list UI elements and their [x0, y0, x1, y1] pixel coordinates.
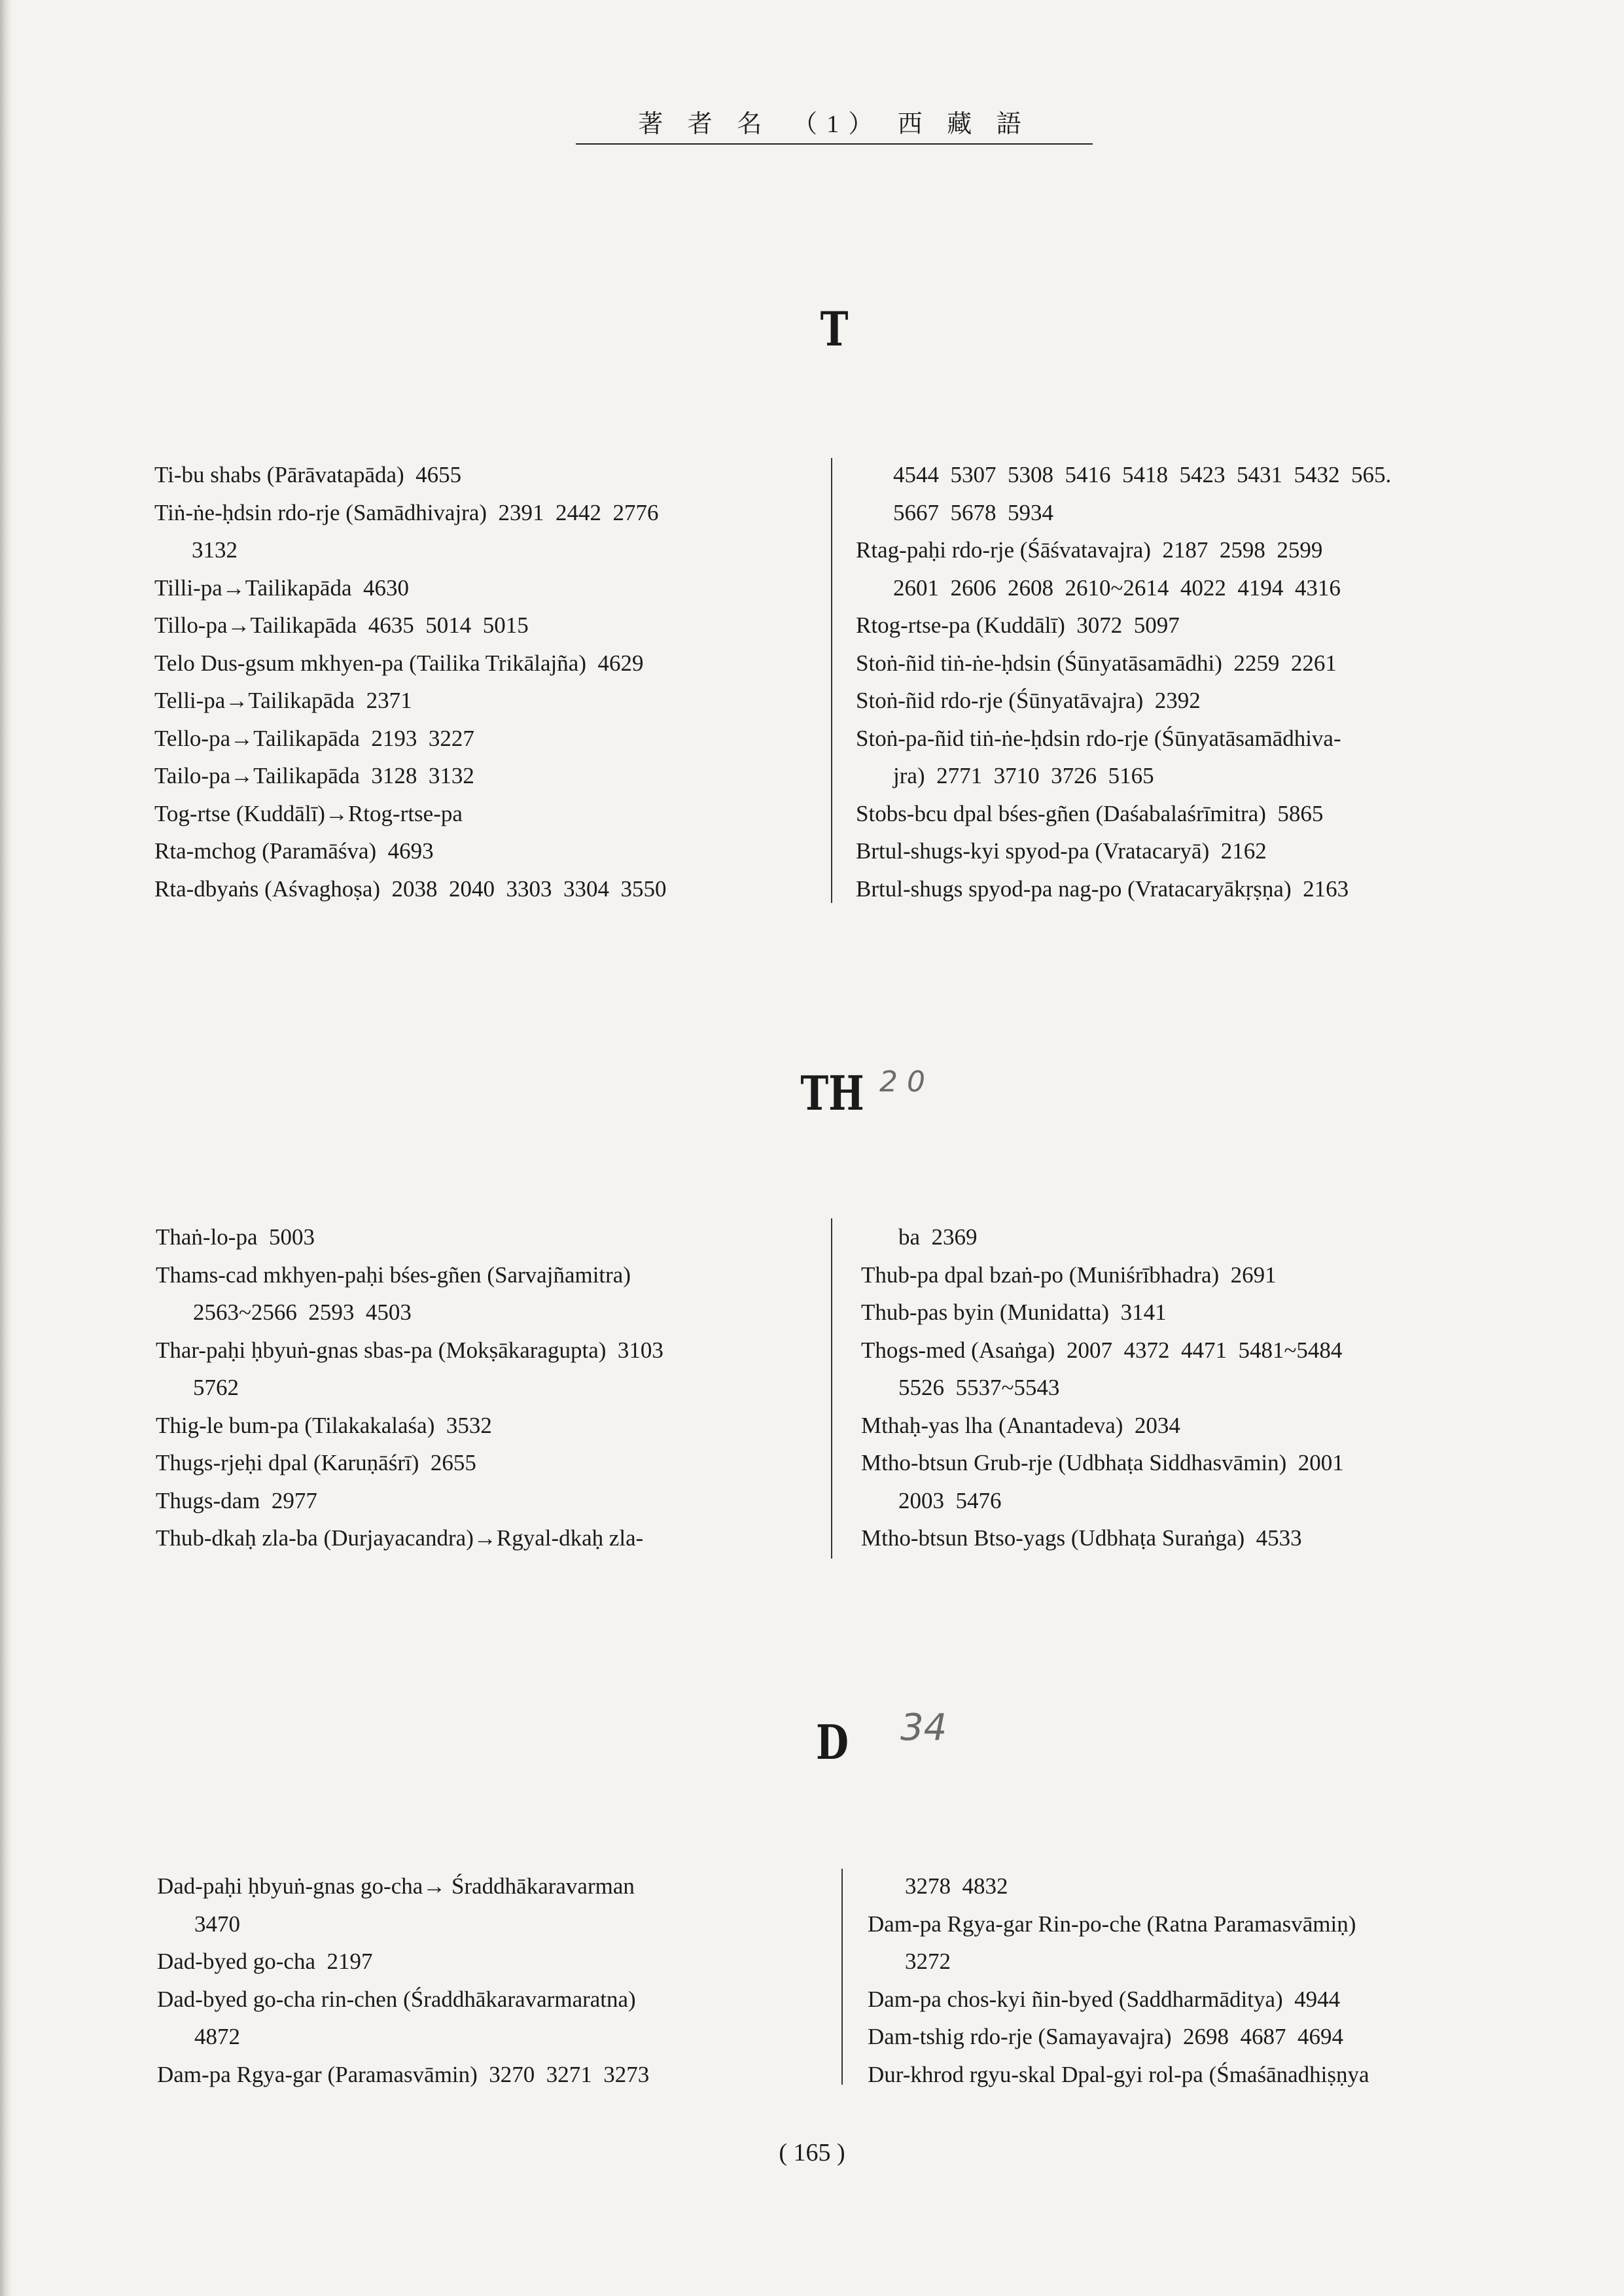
index-entry-continuation — [157, 1905, 838, 1943]
index-entry-text: 5667 5678 5934 — [893, 499, 1053, 525]
index-entry-continuation — [861, 1369, 1515, 1407]
index-entry-text: Rta-mchog (Paramāśva) 4693 — [154, 838, 434, 864]
section-t-right-column — [856, 456, 1510, 908]
index-entry-continuation — [861, 1218, 1515, 1256]
index-entry-text: 5526 5537~5543 — [898, 1375, 1060, 1400]
running-header: 著 者 名 （1） 西 藏 語 — [576, 103, 1093, 145]
index-entry-text: Thogs-med (Asaṅga) 2007 4372 4471 5481~5484 — [861, 1337, 1343, 1363]
index-entry-text: Mtho-btsun Grub-rje (Udbhaṭa Siddhasvāmin) 2001 — [861, 1450, 1344, 1475]
index-entry — [154, 757, 835, 795]
index-entry-text: Thar-paḥi ḥbyuṅ-gnas sbas-pa (Mokṣākaragupta) 3103 — [156, 1337, 663, 1363]
index-entry-text: 3272 — [905, 1949, 951, 1974]
index-entry — [861, 1519, 1515, 1557]
index-entry — [856, 682, 1510, 720]
index-entry — [868, 2018, 1522, 2056]
index-entry-text: 3278 4832 — [905, 1873, 1008, 1899]
index-entry — [157, 1981, 838, 2019]
index-entry-text: Telli-pa→Tailikapāda 2371 — [154, 688, 412, 713]
index-entry — [154, 645, 835, 682]
index-entry-text: Mtho-btsun Btso-yags (Udbhaṭa Suraṅga) 4533 — [861, 1525, 1302, 1551]
index-entry — [154, 456, 835, 494]
index-entry-text: Thugs-dam 2977 — [156, 1487, 317, 1513]
index-entry — [154, 607, 835, 645]
index-entry — [856, 795, 1510, 833]
index-entry-text: Thub-dkaḥ zla-ba (Durjayacandra)→Rgyal-dkaḥ zla- — [156, 1525, 644, 1551]
index-entry-text: Thaṅ-lo-pa 5003 — [156, 1224, 315, 1250]
index-entry-text: Dam-pa Rgya-gar (Paramasvāmin) 3270 3271 3273 — [157, 2061, 650, 2087]
index-entry — [868, 1981, 1522, 2019]
index-entry — [154, 870, 835, 908]
page-number: ( 165 ) — [779, 2139, 845, 2166]
index-entry — [156, 1332, 836, 1369]
index-entry-text: Thub-pa dpal bzaṅ-po (Muniśrībhadra) 2691 — [861, 1262, 1277, 1288]
column-divider — [841, 1869, 843, 2085]
section-heading-d: D — [816, 1714, 849, 1770]
pencil-annotation: 34 — [900, 1706, 947, 1749]
index-entry — [861, 1294, 1515, 1332]
index-entry-text: Rtog-rtse-pa (Kuddālī) 3072 5097 — [856, 612, 1180, 638]
index-entry-text: Telo Dus-gsum mkhyen-pa (Tailika Trikālajña) 4629 — [154, 650, 644, 676]
index-entry-text: Brtul-shugs spyod-pa nag-po (Vratacaryākṛṣṇa) 2163 — [856, 875, 1349, 902]
index-entry-text: Mthaḥ-yas lha (Anantadeva) 2034 — [861, 1412, 1180, 1438]
section-heading-th: TH — [800, 1065, 864, 1121]
index-entry — [856, 720, 1510, 758]
index-entry — [861, 1444, 1515, 1482]
section-th-right-column — [861, 1218, 1515, 1557]
index-entry-text: Dam-tshig rdo-rje (Samayavajra) 2698 4687 4694 — [868, 2024, 1344, 2049]
index-entry — [157, 2056, 838, 2094]
index-entry-text: 2601 2606 2608 2610~2614 4022 4194 4316 — [893, 574, 1341, 601]
index-entry-text: Rtag-paḥi rdo-rje (Śāśvatavajra) 2187 2598 2599 — [856, 537, 1323, 563]
index-entry — [154, 494, 835, 532]
index-entry-continuation — [154, 531, 835, 569]
index-entry-text: Tello-pa→Tailikapāda 2193 3227 — [154, 725, 474, 751]
index-entry-text: Dam-pa chos-kyi ñin-byed (Saddharmāditya) 4944 — [868, 1986, 1341, 2012]
pencil-annotation: 2 0 — [879, 1065, 925, 1099]
index-entry — [856, 531, 1510, 569]
section-d-right-column — [868, 1867, 1522, 2093]
index-entry — [856, 607, 1510, 645]
index-entry-text: jra) 2771 3710 3726 5165 — [893, 763, 1154, 788]
index-entry-text: Thig-le bum-pa (Tilakakalaśa) 3532 — [156, 1412, 492, 1438]
section-d-left-column — [157, 1867, 838, 2093]
index-entry — [868, 2056, 1522, 2094]
index-entry-text: Thub-pas byin (Munidatta) 3141 — [861, 1299, 1167, 1325]
index-entry-text: 4872 — [194, 2024, 240, 2049]
index-entry-text: Dur-khrod rgyu-skal Dpal-gyi rol-pa (Śmaśānadhiṣṇya — [868, 2061, 1369, 2087]
index-entry — [154, 832, 835, 870]
index-entry-text: 4544 5307 5308 5416 5418 5423 5431 5432 565. — [893, 462, 1392, 487]
index-entry-text: 2003 5476 — [898, 1487, 1002, 1513]
index-entry-continuation — [861, 1482, 1515, 1520]
index-entry-text: Tiṅ-ṅe-ḥdsin rdo-rje (Samādhivajra) 2391 2442 2776 — [154, 499, 659, 525]
column-divider — [831, 1218, 832, 1559]
index-entry — [156, 1519, 836, 1557]
index-entry-text: Brtul-shugs-kyi spyod-pa (Vratacaryā) 2162 — [856, 838, 1267, 864]
index-entry — [856, 832, 1510, 870]
index-entry-text: Dad-byed go-cha 2197 — [157, 1949, 373, 1974]
index-entry-continuation — [156, 1369, 836, 1407]
column-divider — [831, 458, 832, 903]
index-entry-continuation — [157, 2018, 838, 2056]
index-entry-continuation — [856, 757, 1510, 795]
index-entry-text: Tailo-pa→Tailikapāda 3128 3132 — [154, 763, 474, 788]
index-entry-continuation — [856, 494, 1510, 532]
index-entry-text: Stoṅ-ñid rdo-rje (Śūnyatāvajra) 2392 — [856, 688, 1201, 713]
index-entry-text: Rta-dbyaṅs (Aśvaghoṣa) 2038 2040 3303 3304 3550 — [154, 875, 667, 902]
index-entry — [156, 1482, 836, 1520]
index-entry-text: Thugs-rjeḥi dpal (Karuṇāśrī) 2655 — [156, 1450, 476, 1475]
index-entry — [157, 1943, 838, 1981]
index-entry-text: Stoṅ-ñid tiṅ-ṅe-ḥdsin (Śūnyatāsamādhi) 2259 2261 — [856, 650, 1337, 676]
index-entry-continuation — [856, 456, 1510, 494]
index-entry — [157, 1867, 838, 1905]
section-t-left-column — [154, 456, 835, 908]
index-entry-text: Dam-pa Rgya-gar Rin-po-che (Ratna Paramasvāmiṇ) — [868, 1911, 1356, 1937]
index-entry-text: Stoṅ-pa-ñid tiṅ-ṅe-ḥdsin rdo-rje (Śūnyatāsamādhiva- — [856, 725, 1341, 751]
index-entry-continuation — [868, 1943, 1522, 1981]
index-entry — [156, 1444, 836, 1482]
index-entry — [154, 569, 835, 607]
index-entry-text: 5762 — [193, 1375, 239, 1400]
index-entry — [861, 1407, 1515, 1445]
index-entry-text: Dad-paḥi ḥbyuṅ-gnas go-cha→ Śraddhākaravarman — [157, 1873, 635, 1899]
index-entry — [156, 1256, 836, 1294]
index-entry-text: Dad-byed go-cha rin-chen (Śraddhākaravarmaratna) — [157, 1986, 636, 2012]
section-th-left-column — [156, 1218, 836, 1557]
index-entry — [856, 870, 1510, 908]
index-entry-continuation — [856, 569, 1510, 607]
index-entry — [856, 645, 1510, 682]
index-entry-text: 2563~2566 2593 4503 — [193, 1299, 412, 1325]
index-entry — [156, 1218, 836, 1256]
index-entry — [154, 682, 835, 720]
index-entry-text: Tillo-pa→Tailikapāda 4635 5014 5015 — [154, 612, 529, 638]
index-entry — [868, 1905, 1522, 1943]
index-entry-text: Ti-bu shabs (Pārāvatapāda) 4655 — [154, 462, 462, 487]
scan-binding-edge — [0, 0, 12, 2296]
index-entry — [154, 795, 835, 833]
index-entry-continuation — [156, 1294, 836, 1332]
section-heading-t: T — [820, 301, 849, 357]
index-entry-continuation — [868, 1867, 1522, 1905]
index-entry-text: Stobs-bcu dpal bśes-gñen (Daśabalaśrīmitra) 5865 — [856, 800, 1324, 826]
index-entry-text: 3470 — [194, 1911, 240, 1937]
index-entry — [861, 1256, 1515, 1294]
index-entry-text: Thams-cad mkhyen-paḥi bśes-gñen (Sarvajñamitra) — [156, 1262, 631, 1288]
index-entry-text: 3132 — [192, 537, 238, 563]
index-entry — [156, 1407, 836, 1445]
index-entry-text: Tog-rtse (Kuddālī)→Rtog-rtse-pa — [154, 800, 463, 826]
index-entry-text: ba 2369 — [898, 1224, 978, 1250]
index-entry — [861, 1332, 1515, 1369]
index-entry — [154, 720, 835, 758]
index-entry-text: Tilli-pa→Tailikapāda 4630 — [154, 574, 409, 601]
